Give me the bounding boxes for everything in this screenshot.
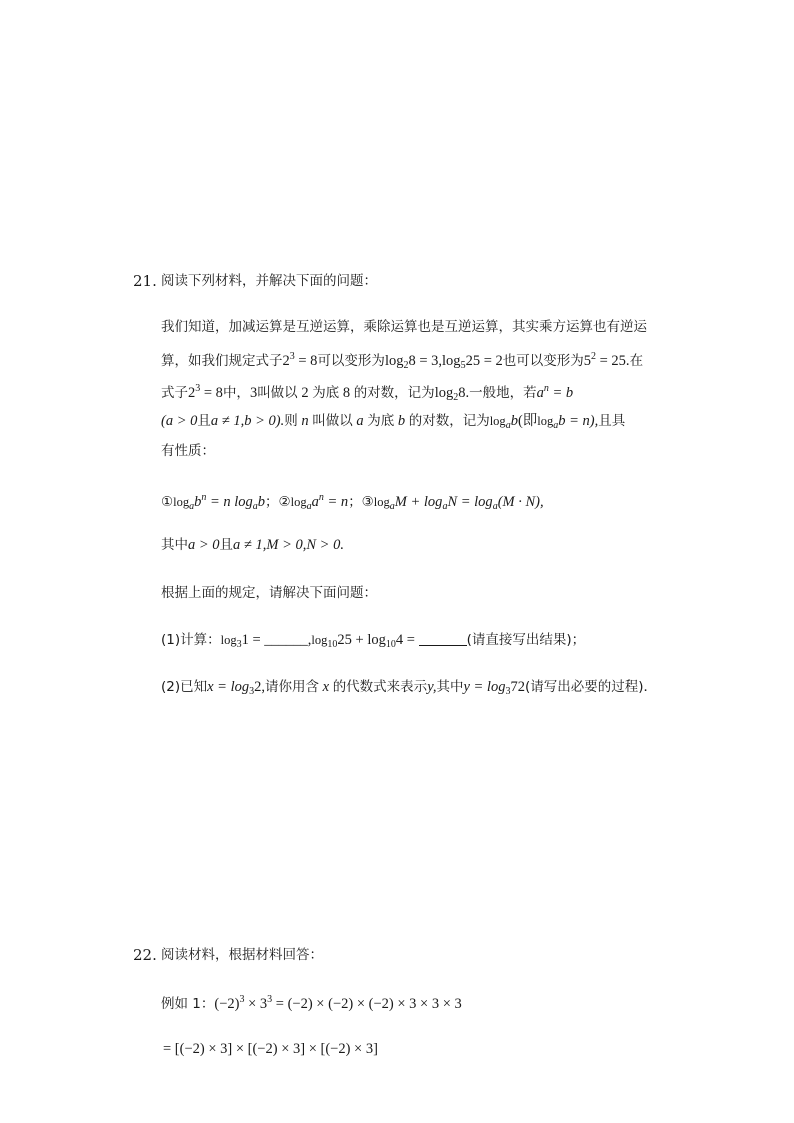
- math: 8: [339, 385, 354, 401]
- part-1: [161, 630, 585, 655]
- text: 中，: [222, 385, 250, 401]
- text: (请直接写出结果)；: [466, 632, 586, 648]
- question-number-22: 22.: [133, 946, 157, 964]
- math: 1 =: [241, 632, 265, 648]
- question-22-title: 阅读材料，根据材料回答：: [161, 947, 323, 963]
- math: = n: [323, 494, 349, 510]
- example-line-1: [161, 990, 462, 1014]
- subscript: 3: [236, 639, 242, 650]
- math: log: [442, 353, 461, 369]
- text: 其中: [161, 537, 188, 553]
- text: 则: [284, 413, 298, 429]
- math: a: [352, 413, 368, 429]
- math: n: [297, 413, 313, 429]
- math: a > 0: [188, 537, 220, 553]
- math: (−2): [214, 996, 240, 1012]
- exponent: 3: [289, 351, 295, 362]
- text: (1)计算：: [161, 632, 221, 648]
- text: 为底: [367, 413, 395, 429]
- exponent: 3: [267, 994, 273, 1005]
- text: 叫做以: [312, 413, 353, 429]
- text: 的代数式来表示: [332, 679, 428, 695]
- math: a ≠ 1,M > 0,N > 0.: [233, 537, 344, 553]
- example-line-2: = [(−2) × 3] × [(−2) × 3] × [(−2) × 3]: [163, 1041, 378, 1057]
- text: 式子: [161, 385, 188, 401]
- material-line-2: [161, 347, 643, 376]
- exponent: 2: [591, 351, 596, 362]
- math: a ≠ 1,b > 0).: [210, 413, 285, 429]
- text: 的对数，记为: [353, 385, 435, 401]
- comma: ,: [307, 632, 312, 648]
- math: log: [290, 495, 307, 509]
- math: b: [510, 413, 518, 429]
- math: 2,: [254, 679, 265, 695]
- subscript: a: [189, 501, 195, 512]
- text: 例如 1：: [161, 996, 215, 1012]
- text: 在: [629, 353, 644, 369]
- math: N = log: [447, 494, 493, 510]
- math: 2: [282, 353, 290, 369]
- math: = n log: [206, 494, 253, 510]
- text: 为底: [312, 385, 340, 401]
- instruction-line: 根据上面的规定，请解决下面问题：: [161, 585, 377, 601]
- math: y,: [427, 679, 437, 695]
- math: 72: [510, 679, 525, 695]
- text: 一般地，若: [469, 385, 537, 401]
- math: × 3: [244, 996, 268, 1012]
- question-21-title: 阅读下列材料，并解决下面的问题：: [161, 273, 377, 289]
- material-line-4: [161, 411, 625, 436]
- text: 且: [219, 537, 234, 553]
- text: ①: [161, 494, 174, 510]
- part-2: [161, 677, 657, 702]
- math: M + log: [394, 494, 443, 510]
- question-number-21: 21.: [133, 272, 157, 290]
- math: (即: [517, 413, 538, 429]
- math: log: [489, 414, 506, 428]
- math: b: [194, 494, 202, 510]
- text: ；③: [348, 494, 374, 510]
- text: ；②: [265, 494, 291, 510]
- subscript: 3: [505, 686, 511, 697]
- math: 25 + log: [337, 632, 386, 648]
- math: 3: [249, 385, 258, 401]
- math: log: [537, 414, 554, 428]
- answer-blank-1[interactable]: ______: [264, 632, 308, 648]
- math: a: [311, 494, 319, 510]
- math: log: [434, 385, 454, 401]
- exponent: n: [318, 492, 324, 503]
- material-line-1: 我们知道，加减运算是互逆运算，乘除运算也是互逆运算，其实乘方运算也有逆运: [161, 319, 647, 335]
- math: b: [257, 494, 266, 510]
- subscript: a: [505, 420, 511, 431]
- subscript: 2: [403, 360, 409, 371]
- condition-line: [161, 535, 344, 555]
- text: 的对数，记为: [408, 413, 490, 429]
- math: y = log: [463, 679, 506, 695]
- properties-line: [161, 488, 544, 517]
- text: 且: [197, 413, 211, 429]
- exponent: 3: [239, 994, 245, 1005]
- subscript: 10: [385, 639, 396, 650]
- math: x = log: [207, 679, 250, 695]
- text: (请写出必要的过程)．: [524, 679, 657, 695]
- exponent: 3: [195, 383, 201, 394]
- math: b: [394, 413, 409, 429]
- subscript: 2: [453, 392, 459, 403]
- text: (2)已知: [161, 679, 208, 695]
- math: 25 = 2: [465, 353, 503, 369]
- subscript: 10: [327, 639, 338, 650]
- math: b = n),: [558, 413, 599, 429]
- math: a: [536, 385, 544, 401]
- exponent: n: [543, 383, 549, 394]
- math: 2: [297, 385, 313, 401]
- math: (a > 0: [161, 413, 198, 429]
- subscript: 3: [249, 686, 255, 697]
- math: 8.: [458, 385, 470, 401]
- math: = 8: [294, 353, 318, 369]
- math: 5: [583, 353, 591, 369]
- text: 叫做以: [257, 385, 298, 401]
- math: = 25.: [596, 353, 630, 369]
- material-line-5: 有性质：: [161, 443, 215, 459]
- text: 也可以变形为: [502, 353, 584, 369]
- subscript: a: [442, 501, 448, 512]
- subscript: 5: [460, 360, 466, 371]
- subscript: a: [553, 420, 559, 431]
- subscript: a: [252, 501, 258, 512]
- math: log: [384, 353, 404, 369]
- material-line-3: [161, 379, 573, 408]
- math: log: [220, 633, 237, 647]
- math: x: [319, 679, 333, 695]
- math: = 8: [200, 385, 223, 401]
- math: = (−2) × (−2) × (−2) × 3 × 3 × 3: [272, 996, 462, 1012]
- math: log: [373, 495, 390, 509]
- math: 2: [188, 385, 196, 401]
- text: 且具: [598, 413, 626, 429]
- text: 请你用含: [265, 679, 319, 695]
- subscript: a: [389, 501, 395, 512]
- answer-blank-2[interactable]: [419, 633, 467, 646]
- text: 可以变形为: [317, 353, 385, 369]
- math: log: [173, 495, 190, 509]
- text: 算，如我们规定式子: [161, 353, 283, 369]
- exponent: n: [201, 492, 207, 503]
- math: 4 =: [395, 632, 419, 648]
- math: log: [311, 633, 328, 647]
- math: = b: [548, 385, 574, 401]
- math: (M · N),: [497, 494, 544, 510]
- text: 其中: [436, 679, 464, 695]
- subscript: a: [492, 501, 498, 512]
- subscript: a: [306, 501, 312, 512]
- math: 8 = 3,: [408, 353, 443, 369]
